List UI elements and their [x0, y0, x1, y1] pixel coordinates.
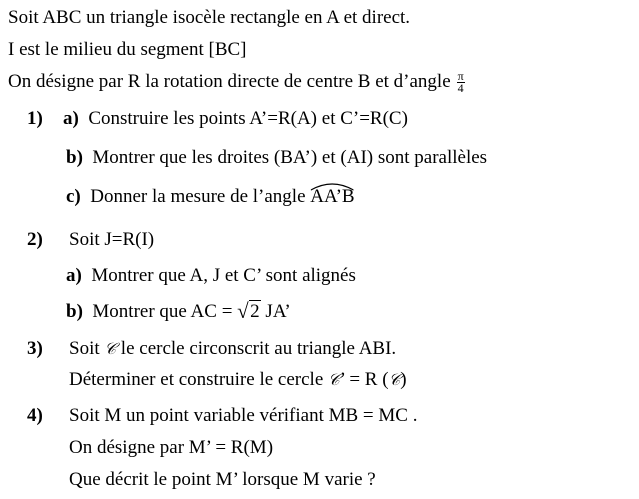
- radical-sign-icon: √: [237, 299, 249, 323]
- question-3-line-1-post: le cercle circonscrit au triangle ABI.: [116, 338, 397, 359]
- question-4-line-2: On désigne par M’ = R(M): [69, 437, 274, 458]
- question-1b: [66, 146, 487, 170]
- intro-line-3-text: On désigne par R la rotation directe de centre B et d’angle: [8, 71, 451, 92]
- question-2a-text: Montrer que A, J et C’ sont alignés: [91, 265, 356, 286]
- angle-with-arc: [310, 185, 354, 209]
- question-2-intro: Soit J=R(I): [69, 229, 155, 250]
- angle-fraction: [457, 71, 465, 94]
- question-3-line-1-pre: Soit: [69, 338, 105, 359]
- angle-numerator: π: [457, 69, 464, 84]
- question-2b-text-pre: Montrer que AC =: [92, 301, 238, 322]
- angle-denominator: 4: [457, 81, 464, 96]
- circle-symbol-image: 𝒞: [328, 370, 340, 389]
- question-2b-text-post: JA’: [260, 301, 291, 322]
- circle-symbol-source: 𝒞: [388, 370, 401, 389]
- question-2a: [66, 264, 356, 288]
- question-2a-label: a): [66, 265, 82, 286]
- question-4-line-3: Que décrit le point M’ lorsque M varie ?: [69, 469, 376, 490]
- intro-line-1: Soit ABC un triangle isocèle rectangle en A et direct.: [8, 7, 411, 28]
- question-3-line-2-pre: Déterminer et construire le cercle: [69, 369, 328, 390]
- question-1c: [66, 185, 355, 209]
- question-1b-label: b): [66, 147, 83, 168]
- intro-line-3: [8, 70, 465, 94]
- question-3-line-2-post: ’ = R (: [339, 369, 389, 390]
- intro-line-2: I est le milieu du segment [BC]: [8, 39, 247, 60]
- question-1c-label: c): [66, 186, 81, 207]
- question-1a-text: Construire les points A’=R(A) et C’=R(C): [88, 108, 408, 129]
- sqrt-radicand: 2: [250, 301, 260, 322]
- angle-name: AA’B: [310, 186, 355, 207]
- circle-symbol: 𝒞: [104, 339, 117, 358]
- question-2-number: 2): [27, 229, 43, 250]
- question-3-line-2: [69, 368, 407, 392]
- question-1c-text: Donner la mesure de l’angle: [90, 186, 311, 207]
- question-4-line-1: Soit M un point variable vérifiant MB = MC .: [69, 405, 418, 426]
- question-1-number: 1): [27, 108, 43, 129]
- question-3-number: 3): [27, 338, 43, 359]
- question-1b-text: Montrer que les droites (BA’) et (AI) sont parallèles: [92, 147, 488, 168]
- sqrt-expression: [237, 300, 261, 324]
- question-2b: [66, 300, 291, 324]
- question-1a: [63, 107, 408, 131]
- question-4-number: 4): [27, 405, 43, 426]
- question-1a-label: a): [63, 108, 79, 129]
- question-3-line-1: [69, 337, 396, 361]
- question-3-line-2-end: ): [400, 369, 407, 390]
- question-2b-label: b): [66, 301, 83, 322]
- angle-arc-icon: [310, 181, 354, 191]
